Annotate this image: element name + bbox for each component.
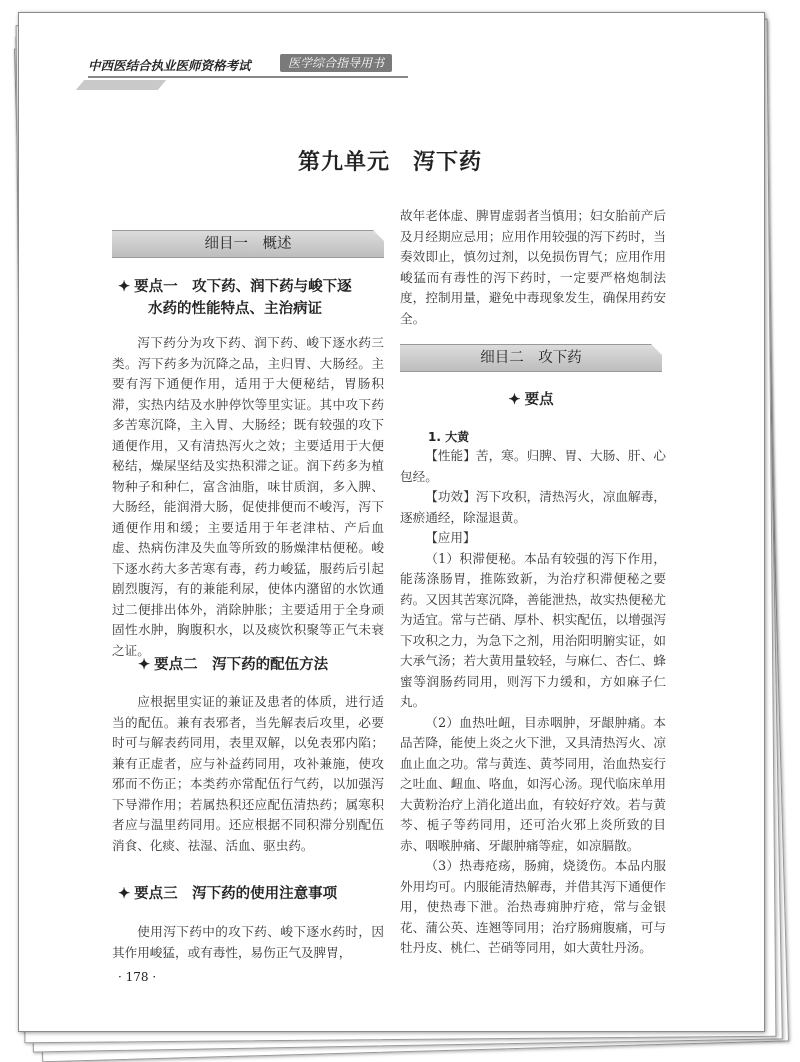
paragraph-overview [112,333,384,661]
section-heading-2: 细目二 攻下药 [400,344,662,372]
star-icon: ✦ [138,656,151,673]
point-heading-1-line1: 要点一 攻下药、润下药与峻下逐 [134,278,352,295]
star-icon: ✦ [118,885,131,902]
herb-application-1: （1）积滞便秘。本品有较强的泻下作用，能荡涤肠胃，推陈致新，为治疗积滞便秘之要药。又因其苦寒沉降，善能泄热，故实热便秘尤为适宜。常与芒硝、厚朴、枳实配伍，以增强泻下攻积之力，为急下之剂，用治阳明腑实证，如大承气汤；若大黄用量较轻，与麻仁、杏仁、蜂蜜等润肠药同用，则泻下力缓和，方如麻子仁丸。 [400,550,666,709]
header-tag: 医学综合指导用书 [280,54,392,72]
point-heading-3 [118,883,386,905]
star-icon: ✦ [118,278,131,295]
herb-application-3: （3）热毒疮疡，肠痈，烧烫伤。本品内服外用均可。内服能清热解毒，并借其泻下通便作用，使热毒下泄。治热毒痈肿疔疮，常与金银花、蒲公英、连翘等同用；治疗肠痈腹痛，可与牡丹皮、桃仁、芒硝等同用，如大黄牡丹汤。 [400,858,666,955]
header-title: 中西医结合执业医师资格考试 [88,58,251,73]
paragraph-precautions-cont [400,206,666,329]
herb-application-label: 【应用】 [425,530,476,545]
paragraph-compatibility [112,692,384,856]
point-heading-2-text: 要点二 泻下药的配伍方法 [154,656,329,673]
herb-efficacy: 【功效】泻下攻积，清热泻火，凉血解毒，逐瘀通经，除湿退黄。 [400,489,666,525]
paragraph-precautions-text: 使用泻下药中的攻下药、峻下逐水药时，因其作用峻猛，或有毒性，易伤正气及脾胃， [112,924,384,960]
point-heading-1 [118,276,386,320]
chapter-title: 第九单元 泻下药 [297,149,482,175]
point-heading-main [400,389,662,411]
point-heading-2 [138,654,386,676]
herb-property: 【性能】苦，寒。归脾、胃、大肠、肝、心包经。 [400,448,666,484]
header-rule [88,76,408,78]
point-heading-1-line2: 水药的性能特点、主治病证 [148,300,322,317]
herb-application-2: （2）血热吐衄，目赤咽肿，牙龈肿痛。本品苦降，能使上炎之火下泄，又具清热泻火、凉血止血之功。常与黄连、黄芩同用，治血热妄行之吐血、衄血、咯血，如泻心汤。现代临床单用大黄粉治疗上消化道出血，有较好疗效。若与黄芩、栀子等药同用，还可治火邪上炎所致的目赤、咽喉肿痛、牙龈肿痛等症，如凉膈散。 [400,714,666,853]
page-number: · 178 · [118,970,157,984]
paragraph-compatibility-text: 应根据里实证的兼证及患者的体质，进行适当的配伍。兼有表邪者，当先解表后攻里，必要时可与解表药同用，表里双解，以免表邪内陷；兼有正虚者，应与补益药同用，攻补兼施，使攻邪而不伤正；本类药亦常配伍行气药，以加强泻下导滞作用；若属热积还应配伍清热药；属寒积者应与温里药同用。还应根据不同积滞分别配伍消食、化痰、祛湿、活血、驱虫药。 [112,694,384,853]
star-icon: ✦ [508,391,521,408]
paragraph-precautions-cont-text: 故年老体虚、脾胃虚弱者当慎用；妇女胎前产后及月经期应忌用；应用作用较强的泻下药时，当奏效即止，慎勿过剂，以免损伤胃气；应用作用峻猛而有毒性的泻下药时，一定要严格炮制法度，控制用量，避免中毒现象发生，确保用药安全。 [400,208,666,326]
paragraph-overview-text: 泻下药分为攻下药、润下药、峻下逐水药三类。泻下药多为沉降之品，主归胃、大肠经。主要有泻下通便作用，适用于大便秘结，胃肠积滞，实热内结及水肿停饮等里实证。其中攻下药多苦寒沉降，主入胃、大肠经；既有较强的攻下通便作用，又有清热泻火之效；主要适用于大便秘结，燥屎坚结及实热积滞之证。润下药多为植物种子和种仁，富含油脂，味甘质润，多入脾、大肠经，能润滑大肠，促使排便而不峻泻，泻下通便作用和缓；主要适用于年老津枯、产后血虚、热病伤津及失血等所致的肠燥津枯便秘。峻下逐水药大多苦寒有毒，药力峻猛，服药后引起剧烈腹泻，有的兼能利尿，使体内潴留的水饮通过二便排出体外，消除肿胀；主要适用于全身顽固性水肿，胸腹积水，以及痰饮积聚等正气未衰之证。 [112,335,384,658]
herb-name: 1. 大黄 [428,430,470,444]
paragraph-precautions [112,922,384,963]
section-heading-1: 细目一 概述 [112,230,384,258]
point-heading-3-text: 要点三 泻下药的使用注意事项 [134,885,338,902]
point-heading-main-text: 要点 [524,391,554,408]
header-decor-bar [76,80,166,90]
herb-details [400,446,666,959]
